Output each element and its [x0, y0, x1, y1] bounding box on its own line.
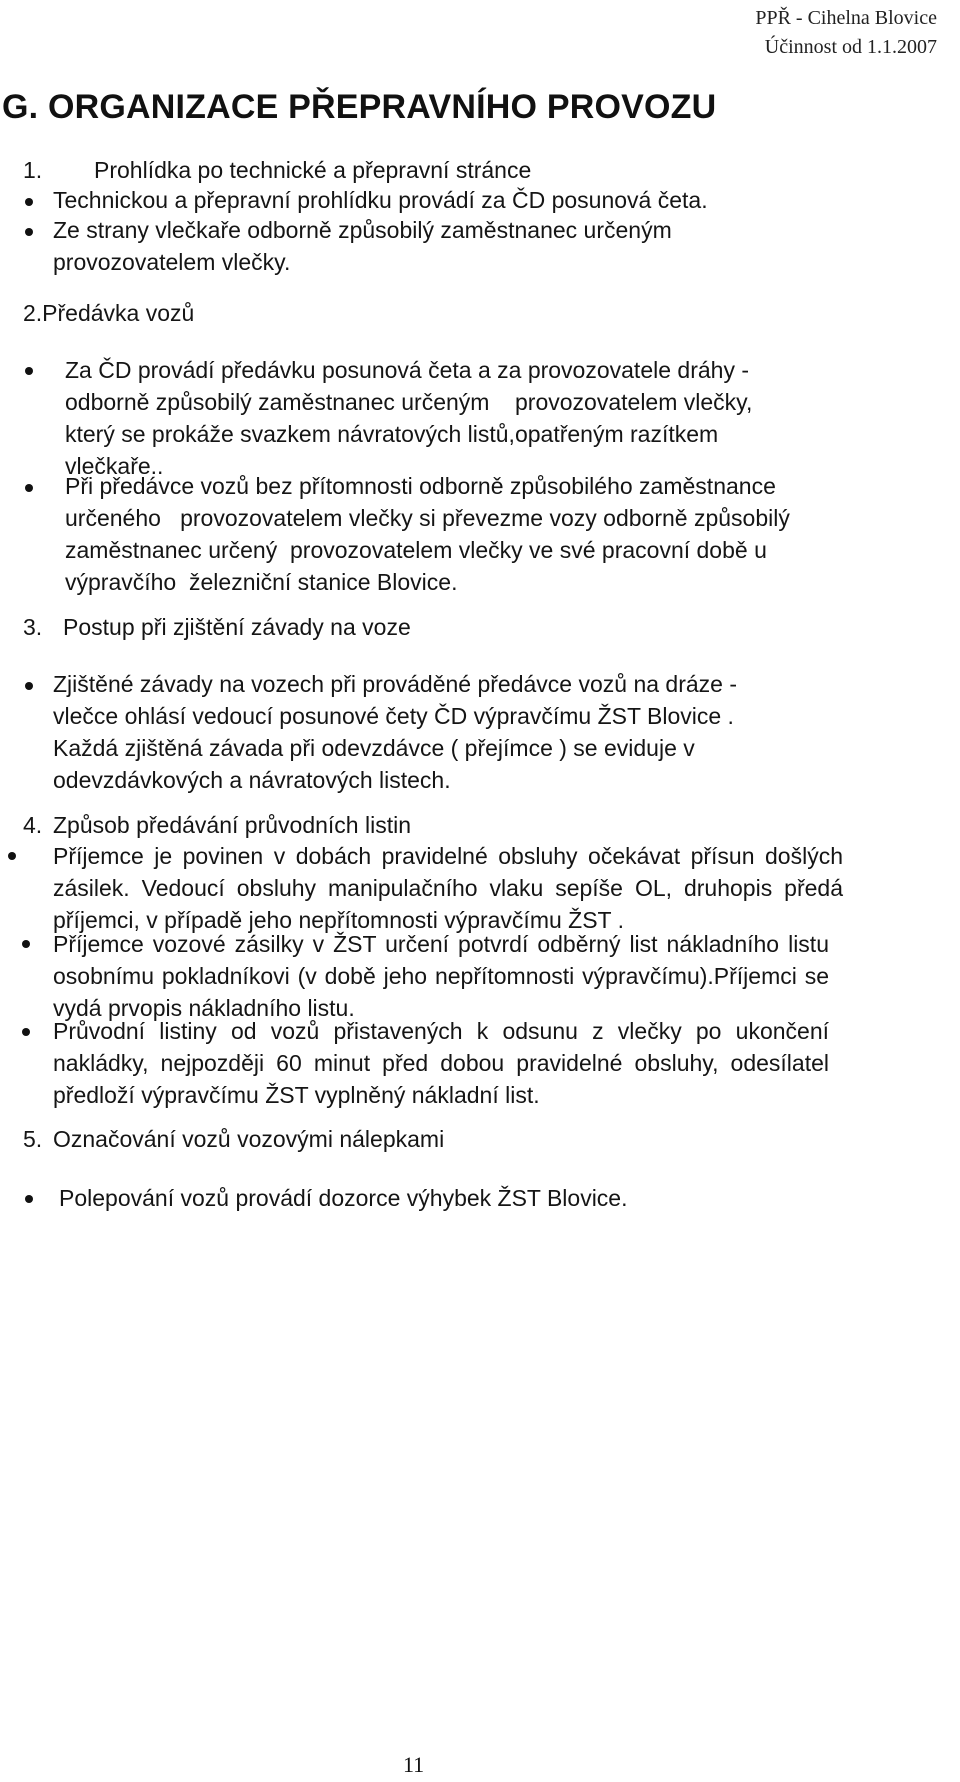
section-3-bullet-1: Zjištěné závady na vozech při prováděné předávce vozů na dráze - vlečce ohlásí vedoucí posunové čety ČD výpravčímu ŽST Blovice . Každá zjištěná závada při odevzdávce ( přejímce ) se eviduje v odevzdávkových a návratových listech. — [53, 671, 738, 793]
bullet-icon — [25, 682, 33, 690]
bullet-icon — [25, 367, 33, 375]
bullet-icon — [22, 940, 30, 948]
section-5-heading: Označování vozů vozovými nálepkami — [53, 1126, 445, 1152]
section-2-bullet-2: Při předávce vozů bez přítomnosti odborně způsobilého zaměstnance určeného provozovatelem vlečky si převezme vozy odborně způsobilý zaměstnanec určený provozovatelem vlečky ve své pracovní době u výpravčího železniční stanice Blovice. — [65, 473, 797, 595]
section-3-heading: Postup při zjištění závady na voze — [63, 614, 411, 640]
section-1-bullet-2: Ze strany vlečkaře odborně způsobilý zaměstnanec určeným provozovatelem vlečky. — [53, 217, 672, 275]
section-4-heading: Způsob předávání průvodních listin — [53, 812, 411, 838]
page-number: 11 — [403, 1752, 425, 1777]
section-4-number: 4. — [23, 812, 43, 838]
bullet-icon — [25, 198, 33, 206]
section-1-number: 1. — [23, 157, 43, 183]
section-2-heading: 2.Předávka vozů — [23, 300, 195, 326]
bullet-icon — [8, 852, 16, 860]
section-4-bullet-1: Příjemce je povinen v dobách pravidelné obsluhy očekávat přísun došlých zásilek. Vedoucí obsluhy manipulačního vlaku sepíše OL, druhopis předá příjemci, v případě jeho nepřítomnosti výpravčímu ŽST . — [53, 843, 843, 933]
section-5-number: 5. — [23, 1126, 43, 1152]
section-1-heading: Prohlídka po technické a přepravní stránce — [94, 157, 532, 183]
header-effective-date: Účinnost od 1.1.2007 — [764, 36, 937, 58]
page-header — [755, 4, 937, 62]
bullet-icon — [22, 1028, 30, 1036]
bullet-icon — [25, 1195, 33, 1203]
chapter-title: G. ORGANIZACE PŘEPRAVNÍHO PROVOZU — [2, 88, 717, 126]
section-2-bullet-1: Za ČD provádí předávku posunová četa a za provozovatele dráhy - odborně způsobilý zaměstnanec určeným provozovatelem vlečky, který se prokáže svazkem návratových listů,opatřeným razítkem vlečkaře.. — [65, 357, 759, 479]
section-5-bullet-1: Polepování vozů provádí dozorce výhybek ŽST Blovice. — [59, 1185, 628, 1211]
bullet-icon — [25, 484, 33, 492]
section-3-number: 3. — [23, 614, 43, 640]
header-document-name: PPŘ - Cihelna Blovice — [755, 7, 937, 29]
bullet-icon — [25, 228, 33, 236]
section-4-bullet-2: Příjemce vozové zásilky v ŽST určení potvrdí odběrný list nákladního listu osobnímu pokladníkovi (v době jeho nepřítomnosti výpravčímu).Příjemci se vydá prvopis nákladního listu. — [53, 931, 829, 1021]
section-1-bullet-1: Technickou a přepravní prohlídku provádí za ČD posunová četa. — [53, 187, 708, 213]
section-4-bullet-3: Průvodní listiny od vozů přistavených k odsunu z vlečky po ukončení nakládky, nejpozději 60 minut před dobou pravidelné obsluhy, odesílatel předloží výpravčímu ŽST vyplněný nákladní list. — [53, 1018, 829, 1108]
